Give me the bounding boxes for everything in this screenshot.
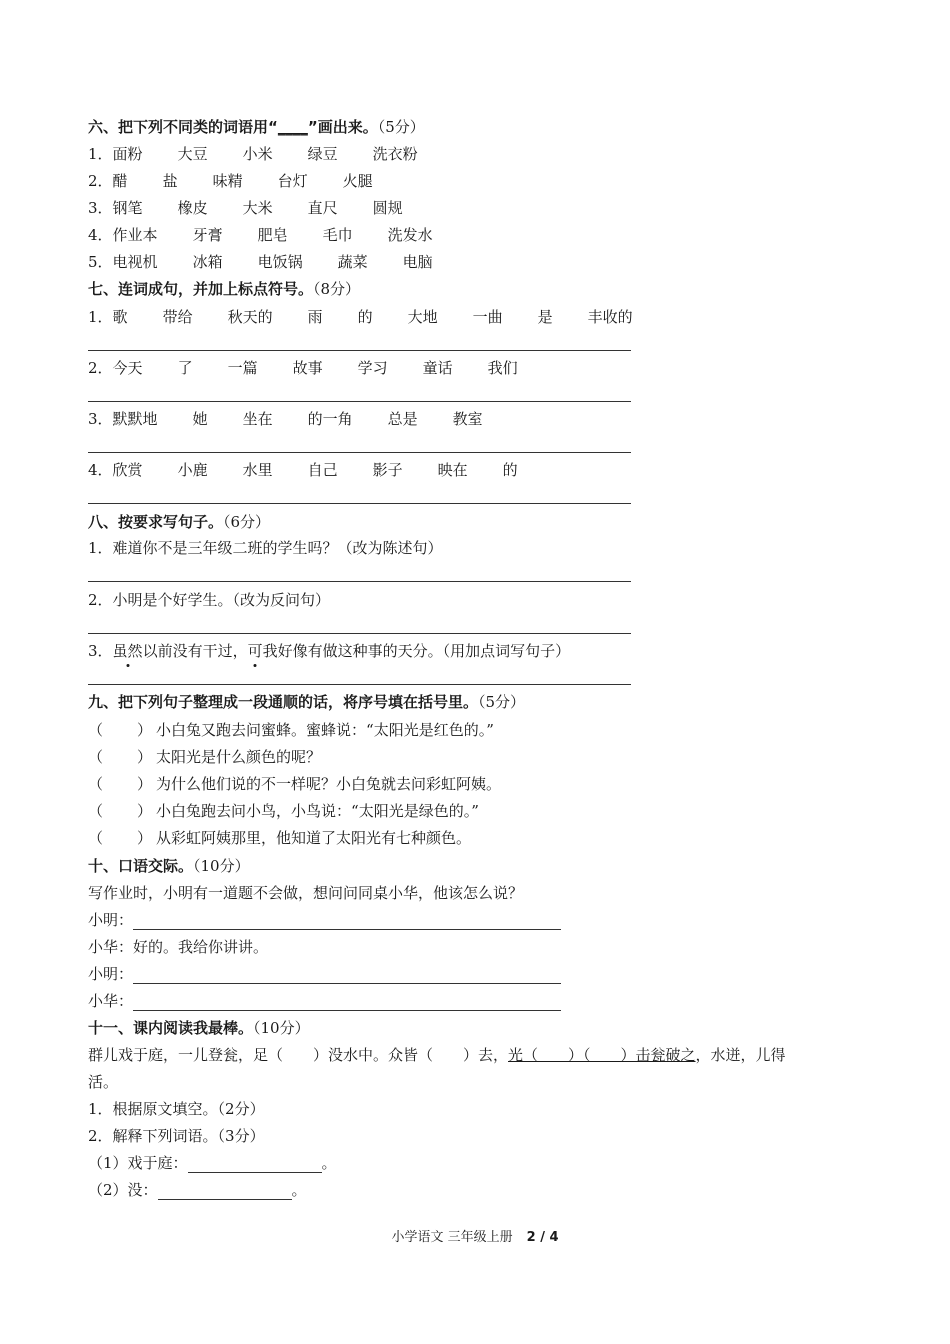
word-option[interactable]: 学习 [357, 359, 388, 377]
dialog-line-1 [88, 910, 561, 930]
question-1: 1．根据原文填空。（2分） [88, 1100, 265, 1118]
section-6-title-start: 六、把下列不同类的词语用“ [88, 118, 278, 136]
sec7-item-4 [88, 460, 553, 480]
speaker-label: 小明： [88, 965, 134, 983]
sub-question-label: （2）没： [88, 1181, 158, 1199]
item-number: 5． [88, 253, 113, 271]
word-option[interactable]: 的一角 [307, 410, 353, 428]
short-answer-line[interactable] [188, 1157, 322, 1173]
item-number: 4． [88, 461, 113, 479]
section-8-item-2: 2．小明是个好学生。（改为反问句） [88, 591, 331, 609]
word-option[interactable]: 电饭锅 [257, 253, 303, 271]
sentence-text: 小白兔跑去问小鸟，小鸟说：“太阳光是绿色的。” [156, 802, 479, 820]
word-option[interactable]: 小米 [242, 145, 273, 163]
word-option[interactable]: 直尺 [307, 199, 338, 217]
word-option[interactable]: 盐 [162, 172, 178, 190]
order-bracket-open[interactable]: （ [88, 802, 104, 820]
section-11-points: （10分） [253, 1019, 310, 1037]
sec6-item-1 [88, 144, 453, 164]
sentence-text: 从彩虹阿姨那里，他知道了太阳光有七种颜色。 [156, 829, 472, 847]
order-bracket-close[interactable]: ） [137, 721, 153, 739]
word-option[interactable]: 电视机 [112, 253, 158, 271]
sentence-text: 小白兔又跑去问蜜蜂。蜜蜂说：“太阳光是红色的。” [156, 721, 494, 739]
section-9-title: 九、把下列句子整理成一段通顺的话，将序号填在括号里。 [88, 693, 479, 711]
word-option[interactable]: 故事 [292, 359, 323, 377]
period: 。 [321, 1154, 337, 1172]
word-option[interactable]: 大豆 [177, 145, 208, 163]
word-option[interactable]: 绿豆 [307, 145, 338, 163]
sentence-text: 以前没有干过， [142, 642, 248, 660]
answer-line[interactable] [88, 633, 631, 634]
passage-text: 群儿戏于庭，一儿登瓮，足（ ）没水中。众皆（ ）去， [88, 1046, 509, 1064]
ordering-sentence [88, 801, 479, 821]
section-9-heading [88, 692, 525, 712]
answer-line[interactable] [88, 401, 631, 402]
word-option[interactable]: 影子 [372, 461, 403, 479]
section-7-heading [88, 279, 360, 299]
dialog-answer-line[interactable] [133, 968, 561, 984]
emphasis-word: 可 [247, 642, 263, 660]
answer-line[interactable] [88, 452, 631, 453]
sec7-item-1 [88, 307, 668, 327]
sentence-text: 为什么他们说的不一样呢？小白兔就去问彩虹阿姨。 [156, 775, 502, 793]
answer-line[interactable] [88, 503, 631, 504]
question-2b [88, 1180, 307, 1200]
speaker-label: 小明： [88, 911, 134, 929]
sentence-text: 我好像有做这种事的天分。（用加点词写句子） [262, 642, 571, 660]
sec6-item-4 [88, 225, 468, 245]
section-7-title: 七、连词成句，并加上标点符号。 [88, 280, 314, 298]
item-number: 3． [88, 199, 113, 217]
word-option[interactable]: 肥皂 [257, 226, 288, 244]
section-6-points: （5分） [377, 118, 425, 136]
word-option[interactable]: 歌 [112, 308, 128, 326]
section-8-item-3 [88, 641, 570, 661]
order-bracket-open[interactable]: （ [88, 721, 104, 739]
sec7-item-3 [88, 409, 518, 429]
short-answer-line[interactable] [158, 1184, 292, 1200]
sentence-text: 太阳光是什么颜色的呢？ [156, 748, 322, 766]
word-option[interactable]: 电脑 [402, 253, 433, 271]
answer-line[interactable] [88, 684, 631, 685]
section-6-blank: ____ [277, 118, 308, 136]
question-2a [88, 1153, 337, 1173]
item-number: 3． [88, 642, 113, 660]
section-10-heading [88, 856, 250, 876]
word-option[interactable]: 童话 [422, 359, 453, 377]
word-option[interactable]: 面粉 [112, 145, 143, 163]
dialog-line-3 [88, 964, 561, 984]
dialog-answer-line[interactable] [133, 995, 561, 1011]
sec6-item-2 [88, 171, 408, 191]
order-bracket-open[interactable]: （ [88, 775, 104, 793]
emphasis-word: 虽然 [112, 642, 143, 660]
word-option[interactable]: 圆规 [372, 199, 403, 217]
ordering-sentence [88, 774, 501, 794]
word-option[interactable]: 是 [537, 308, 553, 326]
word-option[interactable]: 的 [502, 461, 518, 479]
sec6-item-3 [88, 198, 438, 218]
word-option[interactable]: 味精 [212, 172, 243, 190]
word-option[interactable]: 醋 [112, 172, 128, 190]
order-bracket-close[interactable]: ） [137, 775, 153, 793]
word-option[interactable]: 火腿 [342, 172, 373, 190]
page-footer [0, 1229, 950, 1247]
ordering-sentence [88, 828, 471, 848]
sec6-item-5 [88, 252, 468, 272]
word-option[interactable]: 小鹿 [177, 461, 208, 479]
section-7-points: （8分） [313, 280, 361, 298]
reading-passage-line-1 [88, 1045, 786, 1065]
word-option[interactable]: 洗衣粉 [372, 145, 418, 163]
word-option[interactable]: 欣赏 [112, 461, 143, 479]
item-number: 4． [88, 226, 113, 244]
word-option[interactable]: 洗发水 [387, 226, 433, 244]
section-6-heading [88, 117, 425, 137]
word-option[interactable]: 了 [177, 359, 193, 377]
word-option[interactable]: 钢笔 [112, 199, 143, 217]
word-option[interactable]: 作业本 [112, 226, 158, 244]
word-option[interactable]: 台灯 [277, 172, 308, 190]
dialog-answer-line[interactable] [133, 914, 561, 930]
item-number: 2． [88, 172, 113, 190]
section-10-prompt: 写作业时，小明有一道题不会做，想问问同桌小华，他该怎么说？ [88, 884, 524, 902]
section-6-title-end: ”画出来。 [307, 118, 378, 136]
order-bracket-close[interactable]: ） [137, 802, 153, 820]
word-option[interactable]: 水里 [242, 461, 273, 479]
word-option[interactable]: 毛巾 [322, 226, 353, 244]
answer-line[interactable] [88, 581, 631, 582]
section-8-points: （6分） [223, 513, 271, 531]
word-option[interactable]: 我们 [487, 359, 518, 377]
footer-text: 小学语文 三年级上册 [391, 1230, 513, 1245]
order-bracket-close[interactable]: ） [137, 829, 153, 847]
section-11-title: 十一、课内阅读我最棒。 [88, 1019, 254, 1037]
word-option[interactable]: 大地 [407, 308, 438, 326]
ordering-sentence [88, 747, 321, 767]
section-10-points: （10分） [193, 857, 250, 875]
order-bracket-open[interactable]: （ [88, 829, 104, 847]
section-8-title: 八、按要求写句子。 [88, 513, 224, 531]
section-11-heading [88, 1018, 310, 1038]
word-option[interactable]: 总是 [387, 410, 418, 428]
order-bracket-open[interactable]: （ [88, 748, 104, 766]
speaker-label: 小华： [88, 992, 134, 1010]
word-option[interactable]: 牙膏 [192, 226, 223, 244]
sub-question-label: （1）戏于庭： [88, 1154, 188, 1172]
item-number: 1． [88, 308, 113, 326]
word-option[interactable]: 今天 [112, 359, 143, 377]
word-option[interactable]: 她 [192, 410, 208, 428]
word-option[interactable]: 坐在 [242, 410, 273, 428]
period: 。 [291, 1181, 307, 1199]
word-option[interactable]: 教室 [452, 410, 483, 428]
ordering-sentence [88, 720, 494, 740]
word-option[interactable]: 一曲 [472, 308, 503, 326]
item-number: 3． [88, 410, 113, 428]
word-option[interactable]: 的 [357, 308, 373, 326]
word-option[interactable]: 蔬菜 [337, 253, 368, 271]
item-number: 2． [88, 359, 113, 377]
passage-underlined: 光（ ）（ ）击瓮破之 [508, 1046, 696, 1064]
word-option[interactable]: 带给 [162, 308, 193, 326]
word-option[interactable]: 大米 [242, 199, 273, 217]
section-9-points: （5分） [478, 693, 526, 711]
word-option[interactable]: 秋天的 [227, 308, 273, 326]
word-option[interactable]: 丰收的 [587, 308, 633, 326]
section-8-heading [88, 512, 270, 532]
word-option[interactable]: 雨 [307, 308, 323, 326]
section-10-title: 十、口语交际。 [88, 857, 194, 875]
word-option[interactable]: 一篇 [227, 359, 258, 377]
word-option[interactable]: 映在 [437, 461, 468, 479]
sec7-item-2 [88, 358, 553, 378]
order-bracket-close[interactable]: ） [137, 748, 153, 766]
item-number: 1． [88, 145, 113, 163]
word-option[interactable]: 冰箱 [192, 253, 223, 271]
question-2: 2．解释下列词语。（3分） [88, 1127, 265, 1145]
word-option[interactable]: 自己 [307, 461, 338, 479]
section-8-item-1: 1．难道你不是三年级二班的学生吗？（改为陈述句） [88, 539, 443, 557]
passage-text: ，水迸，儿得 [695, 1046, 786, 1064]
answer-line[interactable] [88, 350, 631, 351]
reading-passage-line-2: 活。 [88, 1073, 119, 1091]
dialog-line-2: 小华：好的。我给你讲讲。 [88, 938, 269, 956]
word-option[interactable]: 默默地 [112, 410, 158, 428]
dialog-line-4 [88, 991, 561, 1011]
word-option[interactable]: 橡皮 [177, 199, 208, 217]
page-number: 2 / 4 [526, 1230, 559, 1245]
